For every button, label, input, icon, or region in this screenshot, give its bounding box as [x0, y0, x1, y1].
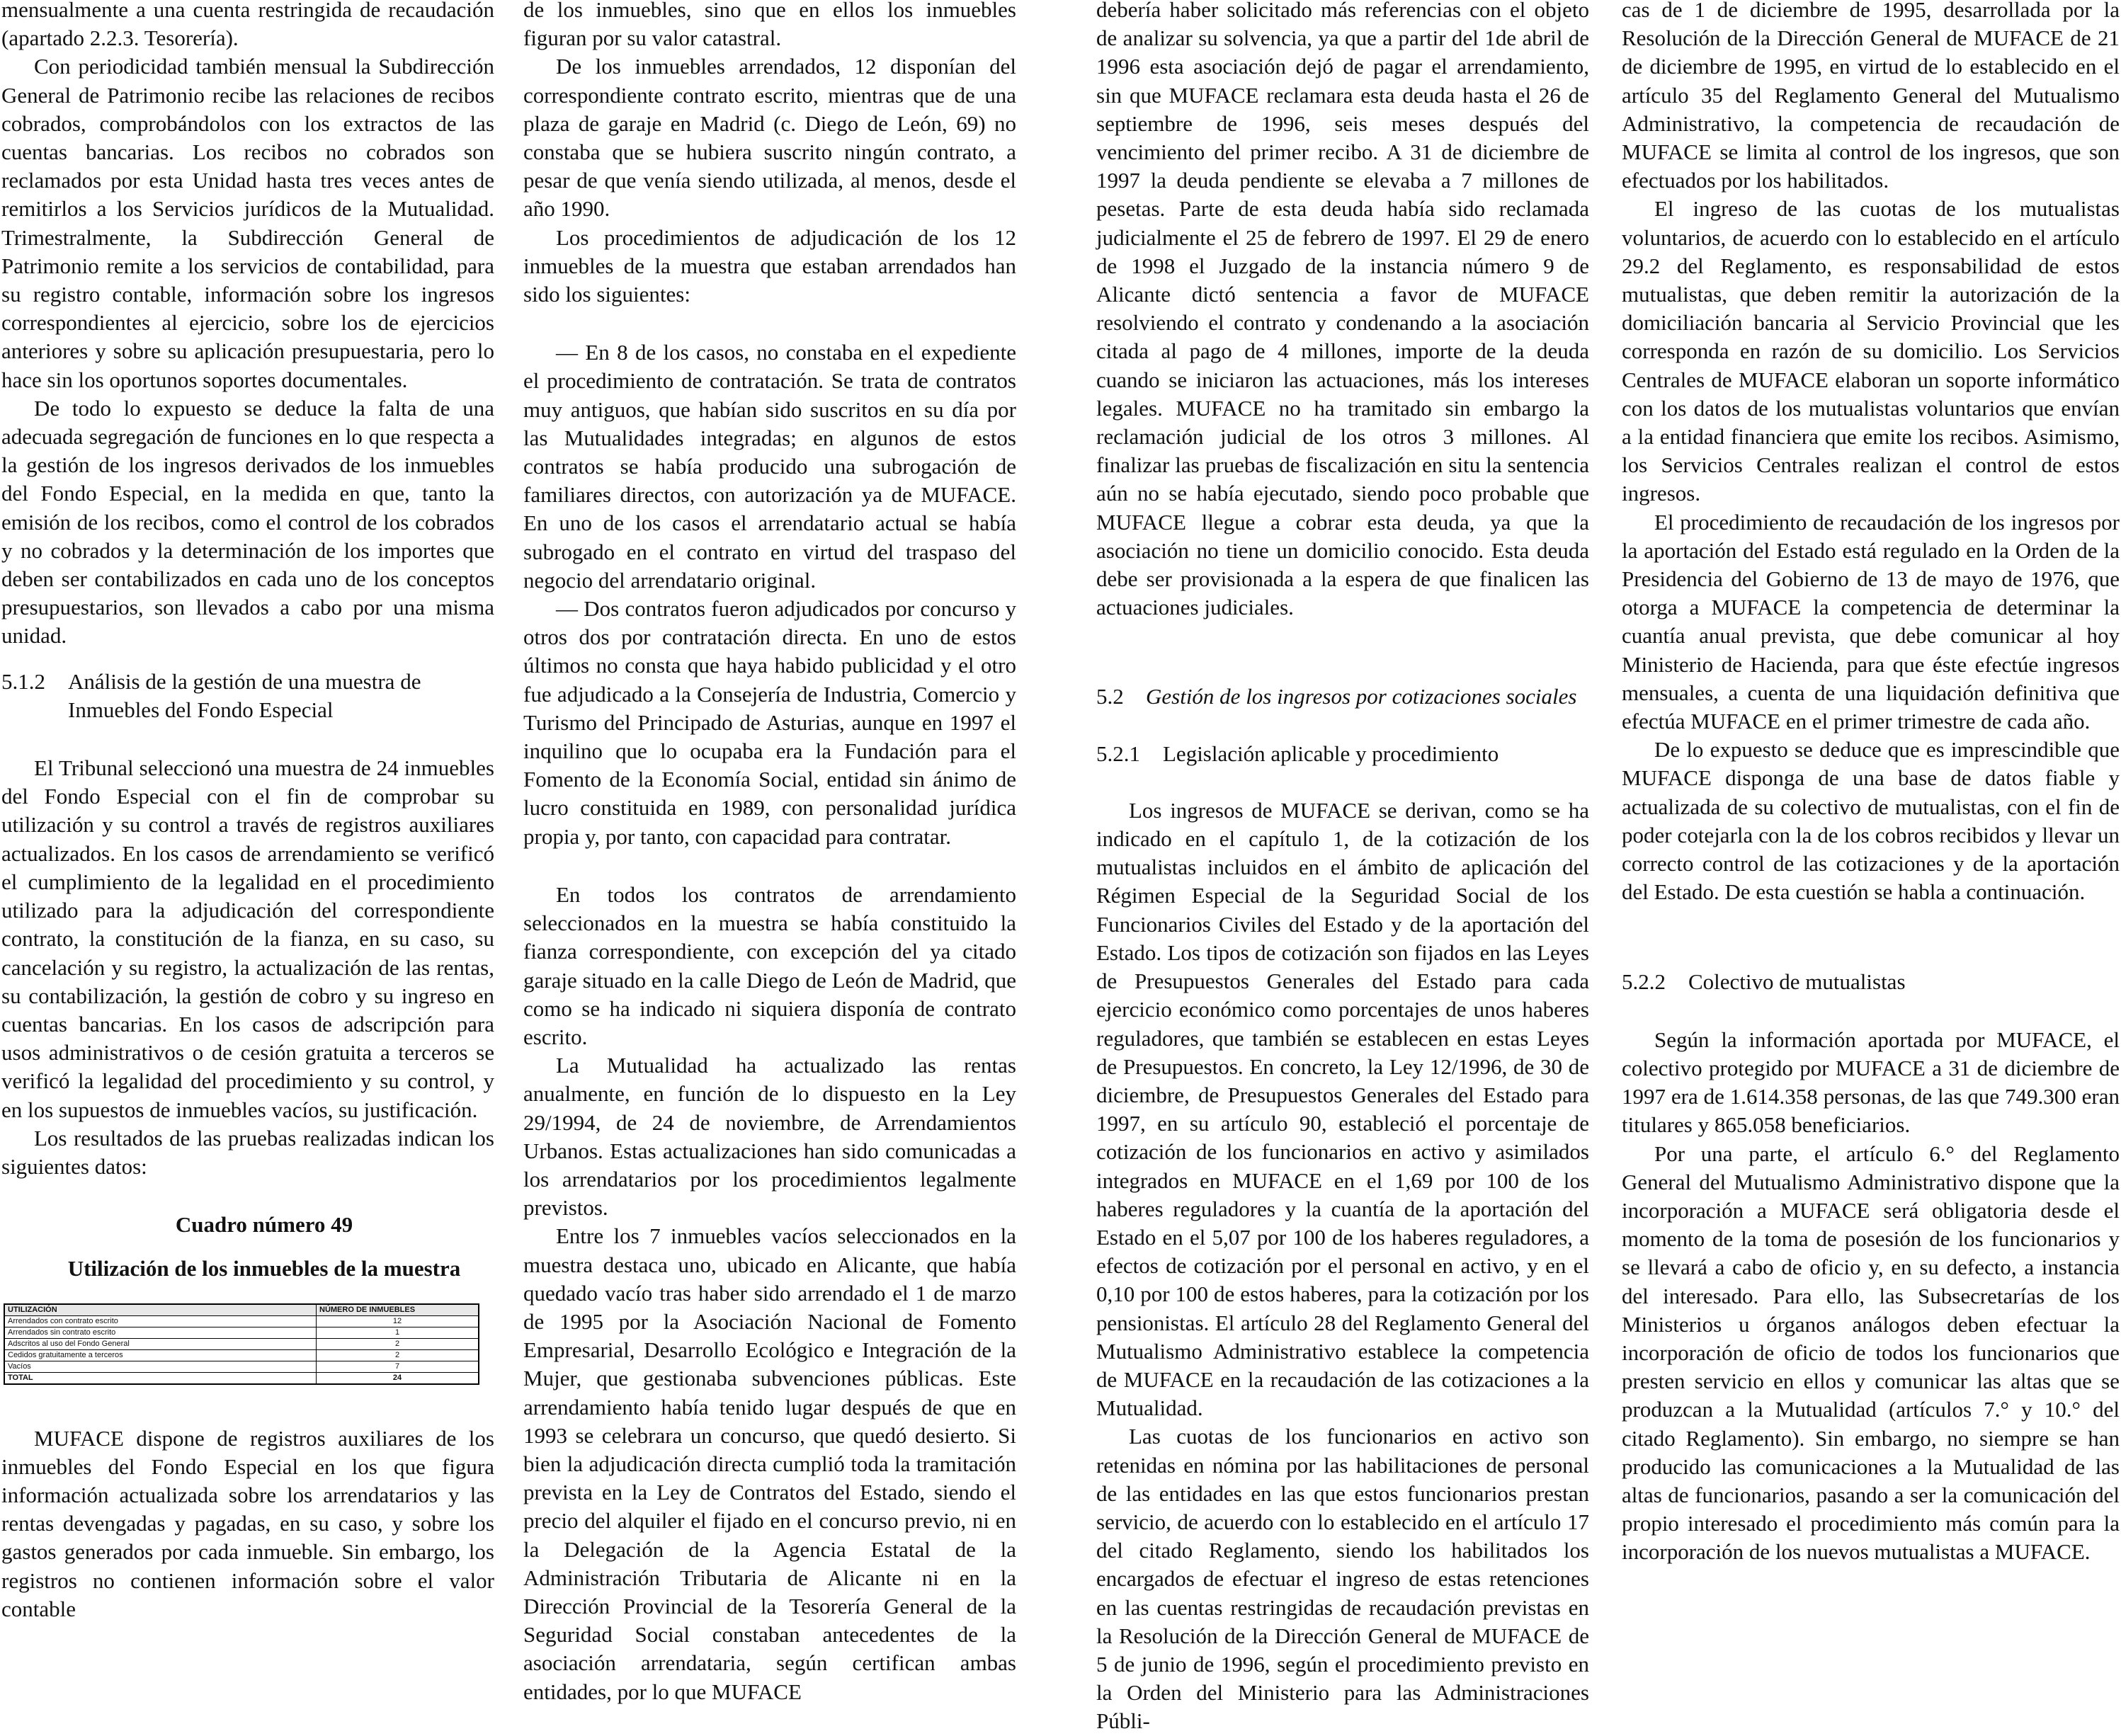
row-value: 2 — [317, 1338, 479, 1349]
paragraph: El procedimiento de recaudación de los ingresos por la aportación del Estado está regulado en la Orden de la Presidencia del Gobierno de 13 de mayo de 1976, que otorga a MUFACE la competencia de determinar la cuantía anual prevista, que debe comunicar al hoy Ministerio de Hacienda, para que éste efectúe ingresos mensuales, a cuenta de una liquidación definitiva que efectúa MUFACE en el primer trimestre de cada año. — [1622, 509, 2120, 734]
paragraph: El Tribunal seleccionó una muestra de 24 inmuebles del Fondo Especial con el fin de comprobar su utilización y su control a través de registros auxiliares actualizados. En los casos de arrendamiento se verificó el cumplimiento de la legalidad en el procedimiento utilizado para la adjudicación del correspondiente contrato, la constitución de la fianza, en su caso, su cancelación y su registro, la actualización de las rentas, su contabilización, la gestión de cobro y su ingreso en cuentas bancarias. En los casos de adscripción para usos administrativos o de cesión gratuita a terceros se verificó la legalidad del procedimiento y su control, y en los supuestos de inmuebles vacíos, su justificación. — [1, 755, 494, 1122]
section-number: 5.2.2 — [1622, 969, 1666, 994]
table-header-count: NÚMERO DE INMUEBLES — [317, 1304, 479, 1316]
section-title: Gestión de los ingresos por cotizaciones sociales — [1146, 684, 1577, 709]
paragraph: Entre los 7 inmuebles vacíos seleccionados en la muestra destaca uno, ubicado en Alicante, que había quedado vacío tras haber sido arrendado el 1 de marzo de 1995 por la Asociación Nacional de Fomento Empresarial, Desarrollo Ecológico e Integración de la Mujer, que gestionaba subvenciones públicas. Este arrendamiento había tenido lugar después de que en 1993 se celebrara un concurso, que quedó desierto. Si bien la adjudicación directa cumplió toda la tramitación prevista en la Ley de Contratos del Estado, siendo el precio del alquiler el fijado en el concurso previo, ni en la Delegación de la Agencia Estatal de la Administración Tributaria de Alicante ni en la Dirección Provincial de la Tesorería General de la Seguridad Social constaban antecedentes de la asociación arrendataria, según certifican ambas entidades, por lo que MUFACE — [523, 1223, 1016, 1704]
row-label: Arrendados con contrato escrito — [4, 1315, 317, 1327]
row-label: Cedidos gratuitamente a terceros — [4, 1349, 317, 1361]
row-label: Adscritos al uso del Fondo General — [4, 1338, 317, 1349]
table-row — [4, 1349, 479, 1361]
paragraph: Según la información aportada por MUFACE, el colectivo protegido por MUFACE a 31 de diciembre de 1997 era de 1.614.358 personas, de las que 749.300 eran titulares y 865.058 beneficiarios. — [1622, 1027, 2120, 1138]
section-title: Legislación aplicable y procedimiento — [1163, 741, 1499, 766]
section-heading-5-1-2 — [1, 668, 494, 724]
row-label: Arrendados sin contrato escrito — [4, 1327, 317, 1338]
section-heading-5-2-1 — [1096, 740, 1589, 768]
section-title: Colectivo de mutualistas — [1688, 969, 1906, 994]
list-item: — Dos contratos fueron adjudicados por concurso y otros dos por contratación directa. En uno de estos últimos no consta que haya habido publicidad y el otro fue adjudicado a la Consejería de Industria, Comercio y Turismo del Principado de Asturias, aunque en 1997 el inquilino que lo ocupaba era la Fundación para el Fomento de la Economía Social, entidad sin ánimo de lucro constituida en 1989, con personalidad jurídica propia y, por tanto, con capacidad para contratar. — [523, 596, 1016, 849]
paragraph: En todos los contratos de arrendamiento seleccionados en la muestra se había constituido la fianza correspondiente, con excepción del ya citado garaje situado en la calle Diego de León de Madrid, que como se ha indicado ni siquiera disponía de contrato escrito. — [523, 881, 1016, 1049]
row-value: 12 — [317, 1315, 479, 1327]
row-label: TOTAL — [4, 1372, 317, 1384]
section-heading-5-2-2 — [1622, 968, 2120, 996]
paragraph: debería haber solicitado más referencias con el objeto de analizar su solvencia, ya que a partir del 1de abril de 1996 esta asociación dejó de pagar el arrendamiento, sin que MUFACE reclamara esta deuda hasta el 26 de septiembre de 1996, seis meses después del vencimiento del primer recibo. A 31 de diciembre de 1997 la deuda pendiente se elevaba a 7 millones de pesetas. Parte de esta deuda había sido reclamada judicialmente el 25 de febrero de 1997. El 29 de enero de 1998 el Juzgado de la instancia número 9 de Alicante dictó sentencia a favor de MUFACE resolviendo el contrato y condenando a la asociación citada al pago de 4 millones, importe de la deuda cuando se iniciaron las actuaciones, más los intereses legales. MUFACE no ha tramitado sin embargo la reclamación judicial de los otros 3 millones. Al finalizar las pruebas de fiscalización en situ la sentencia aún no se había ejecutado, siendo poco probable que MUFACE llegue a cobrar esta deuda, ya que la asociación no tiene un domicilio conocido. Esta deuda debe ser provisionada a la espera de que finalicen las actuaciones judiciales. — [1096, 0, 1589, 620]
column-3 — [1096, 0, 1589, 1734]
paragraph: Los resultados de las pruebas realizadas indican los siguientes datos: — [1, 1125, 494, 1179]
section-heading-5-2 — [1096, 683, 1589, 711]
paragraph: Con periodicidad también mensual la Subdirección General de Patrimonio recibe las relaciones de recibos cobrados, comprobándolos con los extractos de las cuentas bancarias. Los recibos no cobrados son reclamados por esta Unidad hasta tres veces antes de remitirlos a los Servicios jurídicos de la Mutualidad. Trimestralmente, la Subdirección General de Patrimonio remite a los servicios de contabilidad, para su registro contable, información sobre los ingresos correspondientes al ejercicio, sobre los de ejercicios anteriores y sobre su aplicación presupuestaria, pero lo hace sin los oportunos soportes documentales. — [1, 54, 494, 392]
column-4 — [1622, 0, 2120, 1640]
column-1 — [1, 0, 494, 1640]
section-title: Análisis de la gestión de una muestra de Inmuebles del Fondo Especial — [68, 668, 421, 722]
table-title: Cuadro número 49 — [175, 1212, 353, 1238]
row-value: 2 — [317, 1349, 479, 1361]
row-value: 24 — [317, 1372, 479, 1384]
row-value: 7 — [317, 1361, 479, 1372]
section-number: 5.1.2 — [1, 668, 45, 694]
paragraph: cas de 1 de diciembre de 1995, desarrollada por la Resolución de la Dirección General de MUFACE de 21 de diciembre de 1995, en virtud de lo establecido en el artículo 35 del Reglamento General del Mutualismo Administrativo, la competencia de recaudación de MUFACE se limita al control de los ingresos, que son efectuados por los habilitados. — [1622, 0, 2120, 193]
paragraph: Los ingresos de MUFACE se derivan, como se ha indicado en el capítulo 1, de la cotización de los mutualistas incluidos en el ámbito de aplicación del Régimen Especial de la Seguridad Social de los Funcionarios Civiles del Estado y de la aportación del Estado. Los tipos de cotización son fijados en las Leyes de Presupuestos Generales del Estado para cada ejercicio económico como porcentajes de unos haberes reguladores, que también se establecen en estas Leyes de Presupuestos. En concreto, la Ley 12/1996, de 30 de diciembre, de Presupuestos Generales del Estado para 1997, en su artículo 90, estableció el porcentaje de cotización de los funcionarios en activo y asimilados integrados en MUFACE en el 1,69 por 100 de los haberes reguladores y la cuantía de la aportación del Estado en el 5,07 por 100 de los haberes reguladores, a efectos de cotización por el personal en activo, y en el 0,10 por 100 de estos haberes, para la cotización por los pensionistas. El artículo 28 del Reglamento General del Mutualismo Administrativo establece la competencia de MUFACE en la recaudación de las cotizaciones a la Mutualidad. — [1096, 797, 1589, 1421]
row-label: Vacíos — [4, 1361, 317, 1372]
usage-table — [4, 1303, 479, 1385]
table-row — [4, 1327, 479, 1338]
table-row — [4, 1338, 479, 1349]
paragraph: De los inmuebles arrendados, 12 disponían del correspondiente contrato escrito, mientras que de una plaza de garaje en Madrid (c. Diego de León, 69) no constaba que se hubiera suscrito ningún contrato, a pesar de que venía siendo utilizada, al menos, desde el año 1990. — [523, 54, 1016, 222]
paragraph: Los procedimientos de adjudicación de los 12 inmuebles de la muestra que estaban arrendados han sido los siguientes: — [523, 224, 1016, 307]
paragraph: de los inmuebles, sino que en ellos los inmuebles figuran por su valor catastral. — [523, 0, 1016, 51]
paragraph: De todo lo expuesto se deduce la falta de una adecuada segregación de funciones en lo que respecta a la gestión de los ingresos derivados de los inmuebles del Fondo Especial, en la medida en que, tanto la emisión de los recibos, como el control de los cobrados y no cobrados y la determinación de los importes que deben ser contabilizados en cada uno de los conceptos presupuestarios, son llevados a cabo por una misma unidad. — [1, 395, 494, 649]
paragraph: De lo expuesto se deduce que es imprescindible que MUFACE disponga de una base de datos fiable y actualizada de su colectivo de mutualistas, con el fin de poder cotejarla con la de los cobros recibidos y llevar un correcto control de las cotizaciones y de la aportación del Estado. De esta cuestión se habla a continuación. — [1622, 737, 2120, 905]
paragraph: Las cuotas de los funcionarios en activo son retenidas en nómina por las habilitaciones de personal de las entidades en las que estos funcionarios prestan servicio, de acuerdo con lo establecido en el artículo 17 del citado Reglamento, siendo los habilitados los encargados de efectuar el ingreso de estas retenciones en las cuentas restringidas de recaudación previstas en la Resolución de la Dirección General de MUFACE de 5 de junio de 1996, según el procedimiento previsto en la Orden del Ministerio para las Administraciones Públi- — [1096, 1424, 1589, 1734]
paragraph: La Mutualidad ha actualizado las rentas anualmente, en función de lo dispuesto en la Ley 29/1994, de 24 de noviembre, de Arrendamientos Urbanos. Estas actualizaciones han sido comunicadas a los arrendatarios por los procedimientos legalmente previstos. — [523, 1053, 1016, 1221]
paragraph: Por una parte, el artículo 6.° del Reglamento General del Mutualismo Administrativo dispone que la incorporación a MUFACE será obligatoria desde el momento de la toma de posesión de los funcionarios y se llevará a cabo de oficio y, en su defecto, a instancia del interesado. Para ello, las Subsecretarías de los Ministerios u órganos análogos deben efectuar la incorporación de oficio de todos los funcionarios que presten servicio en ellos y comunicar las altas que se produzcan a la Mutualidad (artículos 7.° y 10.° del citado Reglamento). Sin embargo, no siempre se han producido las comunicaciones a la Mutualidad de las altas de funcionarios, pasando a ser la comunicación del propio interesado el procedimiento más común para la incorporación de los nuevos mutualistas a MUFACE. — [1622, 1141, 2120, 1565]
list-item: — En 8 de los casos, no constaba en el expediente el procedimiento de contratación. Se trata de contratos muy antiguos, que habían sido suscritos en su día por las Mutualidades integradas; en algunos de estos contratos se había producido una subrogación de familiares directos, con autorización ya de MUFACE. En uno de los casos el arrendatario actual se había subrogado en el contrato en virtud del traspaso del negocio del arrendatario original. — [523, 340, 1016, 593]
table-row — [4, 1361, 479, 1372]
column-2 — [523, 0, 1016, 1704]
section-number: 5.2.1 — [1096, 741, 1140, 766]
section-number: 5.2 — [1096, 684, 1124, 709]
table-subtitle: Utilización de los inmuebles de la muestra — [67, 1256, 461, 1281]
paragraph: El ingreso de las cuotas de los mutualistas voluntarios, de acuerdo con lo establecido en el artículo 29.2 del Reglamento, es responsabilidad de estos mutualistas, que deben remitir la autorización de la domiciliación bancaria al Servicio Provincial que les corresponda en razón de su domicilio. Los Servicios Centrales de MUFACE elaboran un soporte informático con los datos de los mutualistas voluntarios que envían a la entidad financiera que emite los recibos. Asimismo, los Servicios Centrales realizan el control de estos ingresos. — [1622, 196, 2120, 506]
table-row — [4, 1315, 479, 1327]
paragraph: mensualmente a una cuenta restringida de recaudación (apartado 2.2.3. Tesorería). — [1, 0, 494, 51]
table-row-total — [4, 1372, 479, 1384]
paragraph: MUFACE dispone de registros auxiliares de los inmuebles del Fondo Especial en los que figura información actualizada sobre los arrendatarios y las rentas devengadas y pagadas, en su caso, y sobre los gastos generados por cada inmueble. Sin embargo, los registros no contienen información sobre el valor contable — [1, 1425, 494, 1621]
row-value: 1 — [317, 1327, 479, 1338]
table-header-usage: UTILIZACIÓN — [4, 1304, 317, 1316]
